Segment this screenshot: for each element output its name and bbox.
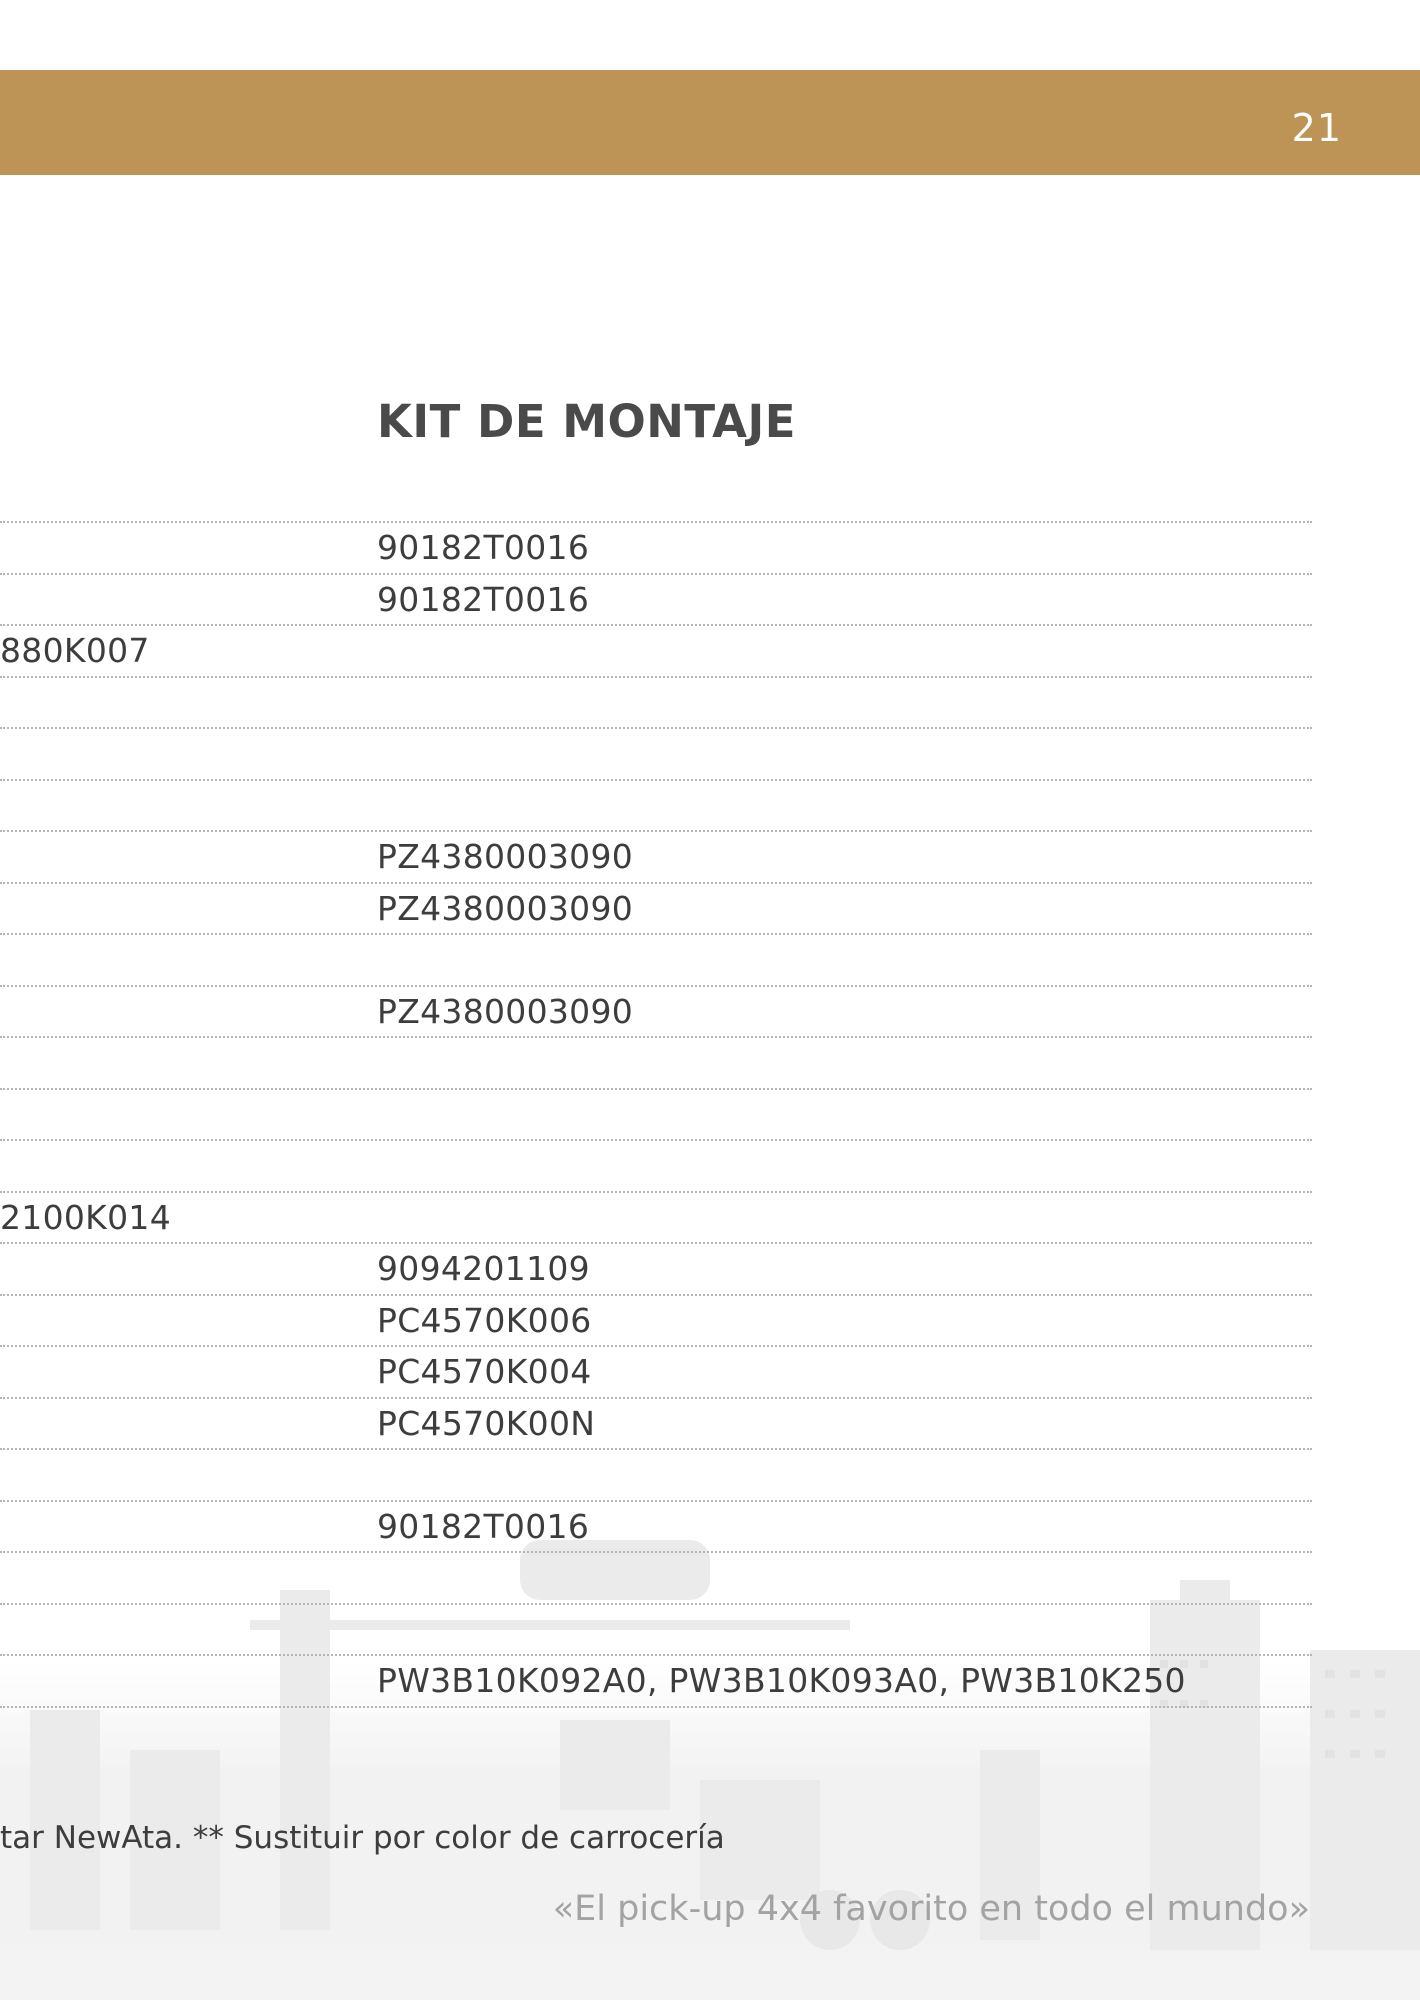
table-row bbox=[0, 1654, 1312, 1708]
table-row bbox=[0, 933, 1312, 985]
table-row bbox=[0, 1294, 1312, 1346]
table-row bbox=[0, 573, 1312, 625]
table-row bbox=[0, 1242, 1312, 1294]
table-row bbox=[0, 1036, 1312, 1088]
table-row bbox=[0, 985, 1312, 1037]
table-row bbox=[0, 624, 1312, 676]
part-number: PZ4380003090 bbox=[377, 991, 634, 1031]
table-row bbox=[0, 1551, 1312, 1603]
part-number: 90182T0016 bbox=[377, 528, 590, 567]
table-row bbox=[0, 676, 1312, 728]
table-row bbox=[0, 1139, 1312, 1191]
table-row bbox=[0, 1088, 1312, 1140]
table-row bbox=[0, 1397, 1312, 1449]
table-row bbox=[0, 1603, 1312, 1655]
table-row bbox=[0, 521, 1312, 573]
part-number: PZ4380003090 bbox=[377, 888, 634, 928]
table-row bbox=[0, 1500, 1312, 1552]
slogan: «El pick-up 4x4 favorito en todo el mundo» bbox=[552, 1889, 1310, 1929]
footnote: tar NewAta. ** Sustituir por color de carrocería bbox=[0, 1820, 725, 1856]
part-number: PC4570K004 bbox=[377, 1352, 592, 1391]
page-number: 21 bbox=[1291, 106, 1342, 150]
table-row bbox=[0, 779, 1312, 831]
part-number: PW3B10K092A0, PW3B10K093A0, PW3B10K250 bbox=[377, 1661, 1186, 1700]
table-row bbox=[0, 1345, 1312, 1397]
table-row bbox=[0, 830, 1312, 882]
table-row bbox=[0, 1191, 1312, 1243]
part-number: 90182T0016 bbox=[377, 1506, 590, 1546]
part-number: PC4570K006 bbox=[377, 1300, 592, 1340]
part-number: PC4570K00N bbox=[377, 1403, 596, 1443]
header-band bbox=[0, 70, 1420, 175]
part-number: 90182T0016 bbox=[377, 579, 590, 619]
left-cell: 2100K014 bbox=[0, 1197, 172, 1237]
part-number: PZ4380003090 bbox=[377, 837, 634, 876]
parts-table bbox=[0, 521, 1312, 1708]
table-row bbox=[0, 727, 1312, 779]
table-row bbox=[0, 882, 1312, 934]
section-title: KIT DE MONTAJE bbox=[377, 395, 796, 448]
left-cell: 880K007 bbox=[0, 631, 150, 670]
table-row bbox=[0, 1448, 1312, 1500]
part-number: 9094201109 bbox=[377, 1249, 590, 1288]
